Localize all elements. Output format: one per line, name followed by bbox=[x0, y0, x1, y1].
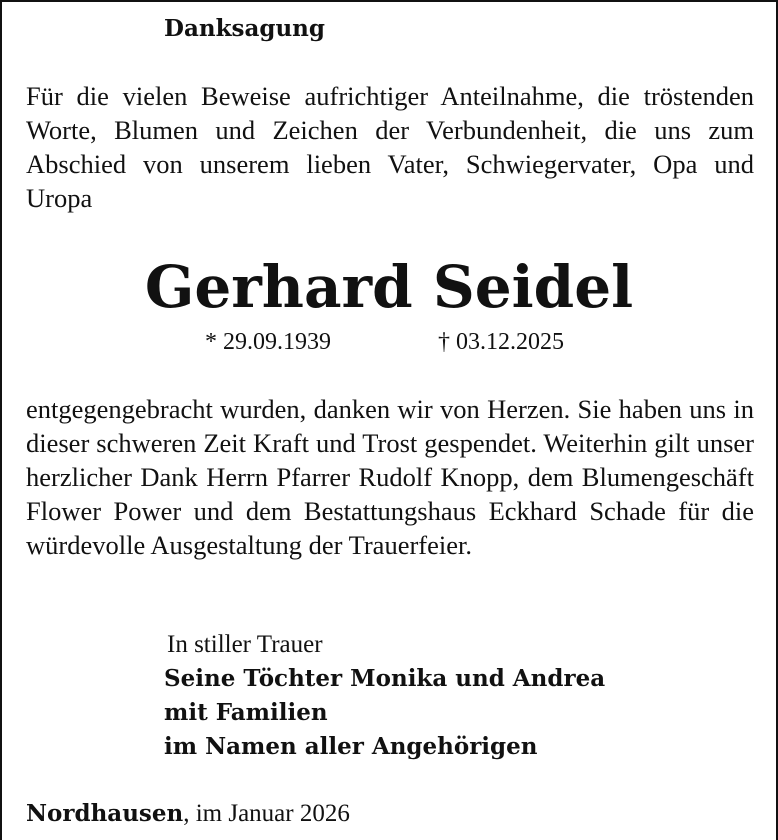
thanks-paragraph-main: entgegengebracht wurden, danken wir von Herzen. Sie haben uns in dieser schweren Zeit Kraft und Trost gespendet. Weiterhin gilt unser herzlicher Dank Herrn Pfarrer Rudolf Knopp, dem Blumengeschäft Flower Power und dem Bestattungshaus Eckhard Schade für die würdevolle Ausgestaltung der Trauerfeier. bbox=[26, 394, 754, 560]
notice-heading: Danksagung bbox=[164, 15, 325, 42]
signature-line: im Namen aller Angehörigen bbox=[164, 733, 538, 760]
signature-intro: In stiller Trauer bbox=[167, 631, 323, 658]
thanks-paragraph-intro: Für die vielen Beweise aufrichtiger Anteilnahme, die tröstenden Worte, Blumen und Zeichen der Verbundenheit, die uns zum Abschied von unserem lieben Vater, Schwiegervater, Opa und Uropa bbox=[26, 81, 754, 213]
signature-block bbox=[164, 628, 605, 764]
footer-date: , im Januar 2026 bbox=[183, 800, 350, 827]
footer-city: Nordhausen bbox=[26, 800, 184, 827]
place-date-footer bbox=[26, 796, 350, 831]
deceased-name: Gerhard Seidel bbox=[144, 253, 634, 321]
signature-line: Seine Töchter Monika und Andrea bbox=[164, 665, 606, 692]
signature-line: mit Familien bbox=[164, 699, 328, 726]
death-date: † 03.12.2025 bbox=[438, 329, 564, 355]
birth-date: * 29.09.1939 bbox=[205, 329, 331, 355]
